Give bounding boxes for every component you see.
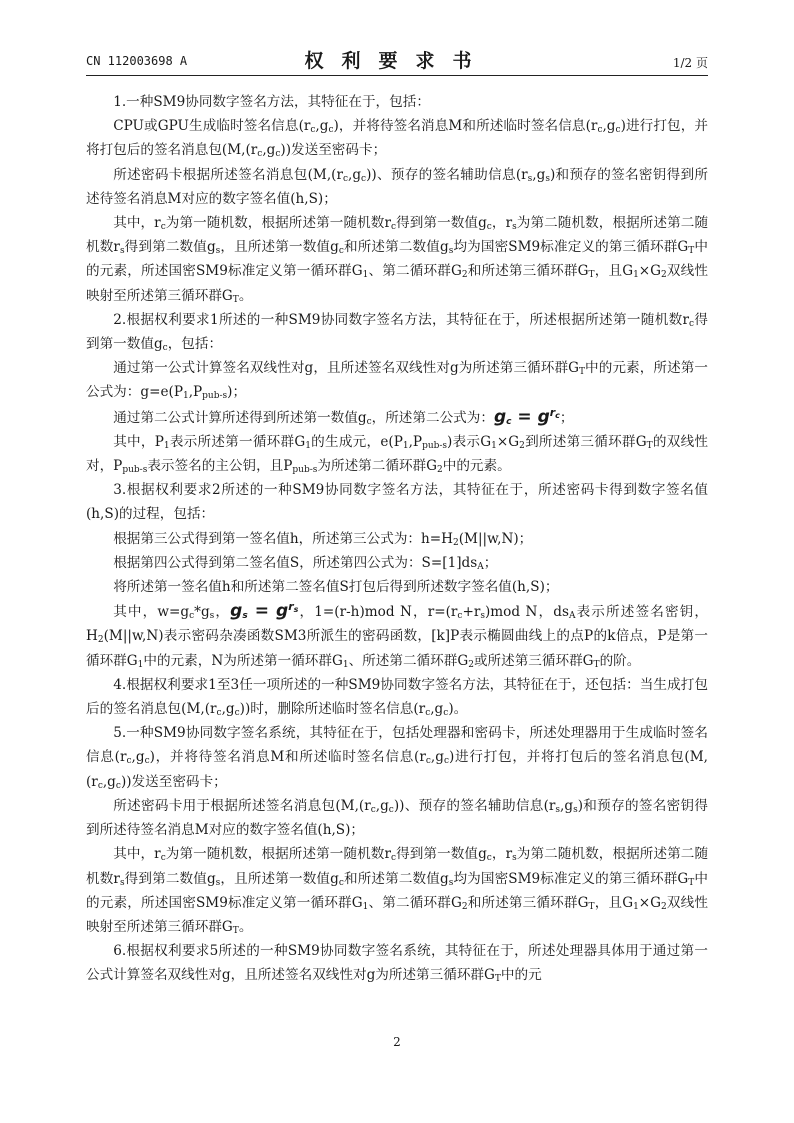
claim-paragraph: 2.根据权利要求1所述的一种SM9协同数字签名方法，其特征在于，所述根据所述第一随机数$r_c$得到第一数值$g_c$，包括： <box>86 311 709 354</box>
claim-paragraph: 4.根据权利要求1至3任一项所述的一种SM9协同数字签名方法，其特征在于，还包括：当生成打包后的签名消息包$(M,(r_c,g_c))$时，删除所述临时签名信息$(r_c,g_c)$。 <box>86 676 708 719</box>
page-number: 2 <box>393 1035 401 1049</box>
claim-paragraph: 1.一种SM9协同数字签名方法，其特征在于，包括： <box>113 94 430 110</box>
claim-paragraph: 其中，$r_c$为第一随机数，根据所述第一随机数$r_c$得到第一数值$g_c$，$r_s$为第二随机数，根据所述第二随机数$r_s$得到第二数值$g_s$，且所述第一数值$g_c$和所述第二数值$g_s$均为国密SM9标准定义的第三循环群$G_T$中的元素，所述国密SM9标准定义第一循环群$G_1$、第二循环群$G_2$和所述第三循环群$G_T$，且$G_1\times G_2$双线性映射至所述第三循环群$G_T$。 <box>86 215 709 305</box>
publication-number: CN 112003698 A <box>86 54 188 68</box>
page-indicator: 1/2 页 <box>672 56 708 70</box>
claim-paragraph: 6.根据权利要求5所述的一种SM9协同数字签名系统，其特征在于，所述处理器具体用于通过第一公式计算签名双线性对g，且所述签名双线性对g为所述第三循环群$G_T$中的元 <box>86 943 708 985</box>
claim-paragraph: 其中，$P_1$表示所述第一循环群$G_1$的生成元，$e(P_1,P_{pub-s})$表示$G_1\times G_2$到所述第三循环群$G_T$的双线性对，$P_{pub-s}$表示签名的主公钥，且$P_{pub-s}$为所述第二循环群$G_2$中的元素。 <box>86 433 708 476</box>
claim-paragraph: 根据第三公式得到第一签名值h，所述第三公式为：$h=H_2(M||w,N)$； <box>113 530 533 548</box>
page-title: 权利要求书 <box>304 50 490 72</box>
claim-paragraph: 将所述第一签名值h和所述第二签名值S打包后得到所述数字签名值(h,S)； <box>113 579 559 596</box>
claim-paragraph: 通过第一公式计算签名双线性对g，且所述签名双线性对g为所述第三循环群$G_T$中的元素，所述第一公式为：$g=e(P_1,P_{pub-s})$； <box>86 360 708 402</box>
claim-paragraph: 其中，$r_c$为第一随机数，根据所述第一随机数$r_c$得到第一数值$g_c$，$r_s$为第二随机数，根据所述第二随机数$r_s$得到第二数值$g_s$，且所述第一数值$g_c$和所述第二数值$g_s$均为国密SM9标准定义的第三循环群$G_T$中的元素，所述国密SM9标准定义第一循环群$G_1$、第二循环群$G_2$和所述第三循环群$G_T$，且$G_1\times G_2$双线性映射至所述第三循环群$G_T$。 <box>86 846 709 936</box>
claim-paragraph: 所述密码卡根据所述签名消息包$(M,(r_c,g_c))$、预存的签名辅助信息$(r_s,g_s)$和预存的签名密钥得到所述待签名消息M对应的数字签名值(h,S)； <box>86 166 708 207</box>
claim-paragraph: 通过第二公式计算所述得到所述第一数值$g_c$，所述第二公式为：$g_c = g^{r_c}$； <box>113 405 574 427</box>
header-rule <box>86 75 708 76</box>
page-header <box>86 46 708 74</box>
claim-paragraph: 5.一种SM9协同数字签名系统，其特征在于，包括处理器和密码卡，所述处理器用于生成临时签名信息$(r_c,g_c)$，并将待签名消息M和所述临时签名信息$(r_c,g_c)$进行打包，并将打包后的签名消息包$(M,(r_c,g_c))$发送至密码卡； <box>86 725 708 791</box>
claim-paragraph: CPU或GPU生成临时签名信息$(r_c,g_c)$，并将待签名消息M和所述临时签名信息$(r_c,g_c)$进行打包，并将打包后的签名消息包$(M,(r_c,g_c))$发送至密码卡； <box>86 118 708 160</box>
claim-paragraph: 所述密码卡用于根据所述签名消息包$(M,(r_c,g_c))$、预存的签名辅助信息$(r_s,g_s)$和预存的签名密钥得到所述待签名消息M对应的数字签名值(h,S)； <box>86 797 708 839</box>
claim-paragraph: 3.根据权利要求2所述的一种SM9协同数字签名方法，其特征在于，所述密码卡得到数字签名值(h,S)的过程，包括： <box>86 482 708 523</box>
claims-body <box>86 90 708 988</box>
claim-paragraph: 其中，$w=g_c*g_s$，$g_s = g^{r_s}$，1=(r-h)mod N，$r=(r_c+r_s)mod$ N，$ds_A$表示所述签名密钥，$H_2(M||w,N)$表示密码杂凑函数SM3所派生的密码函数，[k]P表示椭圆曲线上的点P的k倍点，P是第一循环群$G_1$中的元素，N为所述第一循环群$G_1$、所述第二循环群$G_2$或所述第三循环群$G_T$的阶。 <box>86 600 708 670</box>
claim-paragraph: 根据第四公式得到第二签名值S，所述第四公式为：$S=[1]ds_A$； <box>113 554 498 572</box>
